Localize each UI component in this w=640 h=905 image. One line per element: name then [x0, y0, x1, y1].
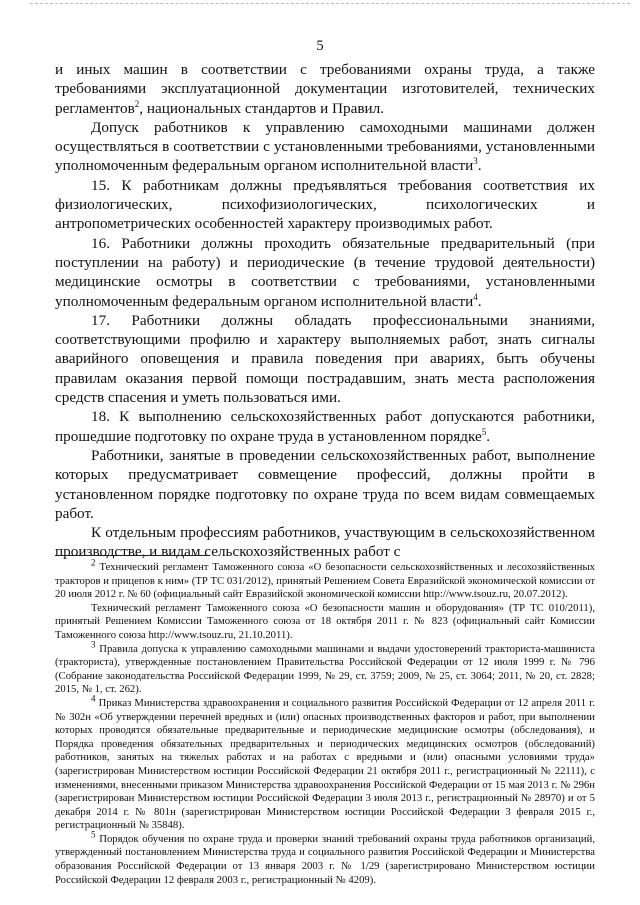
document-body — [55, 60, 595, 562]
footnote-ref-5[interactable]: 5 — [481, 426, 487, 437]
footnote-mark-4: 4 — [91, 693, 96, 704]
paragraph-17: 17. Работники должны обладать профессиональными знаниями, соответствующими профилю и характеру выполняемых работ, знать сигналы аварийного оповещения и правила поведения при авариях, быть обучены правилам оказания первой помощи пострадавшим, знать места расположения средств спасения и уметь пользоваться ими. — [55, 311, 595, 407]
footnotes — [55, 557, 595, 887]
paragraph-separate-professions: К отдельным профессиям работников, участвующим в сельскохозяйственном производстве, и видам сельскохозяйственных работ с — [55, 524, 595, 561]
footnote-mark-5: 5 — [91, 829, 96, 840]
paragraph-combined-professions: Работники, занятые в проведении сельскохозяйственных работ, выполнение которых предусматривает совмещение профессий, должны пройти в установленном порядке подготовку по охране труда по всем видам совмещаемых работ. — [55, 446, 595, 522]
footnote-3: $^3$ Правила допуска к управлению самоходными машинами и выдачи удостоверений тракториста-машиниста (тракториста), утвержденные постановлением Правительства Российской Федерации от 12 июля 1999 г. № 796 (Собрание законодательства Российской Федерации 1999, № 29, ст. 3759; 2009, № 25, ст. 3064; 2011, № 20, ст. 2828; 2015, № 1, ст. 262). — [55, 639, 595, 696]
paragraph-18: 18. К выполнению сельскохозяйственных работ допускаются работники, прошедшие подготовку по охране труда в установленном порядке$^5$. — [55, 408, 595, 445]
footnote-2-continued: Технический регламент Таможенного союза «О безопасности машин и оборудования» (ТР ТС 010/2011), принятый Решением Комиссии Таможенного союза от 18 октября 2011 г. № 823 (официальный сайт Комиссии Таможенного союза http://www.tsouz.ru, 21.10.2011). — [55, 601, 595, 641]
paragraph-machines-continued: и иных машин в соответствии с требованиями охраны труда, а также требованиями эксплуатационной документации изготовителей, технических регламентов$^2$, национальных стандартов и Правил. — [55, 61, 595, 117]
footnote-mark-2: 2 — [91, 557, 96, 568]
paragraph-15: 15. К работникам должны предъявляться требования соответствия их физиологических, психофизиологических, психологических и антропометрических особенностей характеру производимых работ. — [55, 176, 595, 233]
paragraph-admission: Допуск работников к управлению самоходными машинами должен осуществляться в соответствии с установленными требованиями, установленными уполномоченным федеральным органом исполнительной власти$^3$. — [55, 118, 595, 175]
scan-edge-line — [30, 3, 630, 5]
footnote-separator — [55, 555, 210, 556]
footnote-ref-2[interactable]: 2 — [134, 98, 140, 109]
footnote-ref-3[interactable]: 3 — [473, 156, 478, 167]
page-number: 5 — [316, 38, 324, 54]
footnote-4: $^4$ Приказ Министерства здравоохранения и социального развития Российской Федерации от 12 апреля 2011 г. № 302н «Об утверждении перечней вредных и (или) опасных производственных факторов и работ, при выполнении которых проводятся обязательные предварительные и периодические медицинские осмотры (обследования), и Порядка проведения обязательных предварительных и периодических медицинских осмотров (обследований) работников, занятых на тяжелых работах и на работах с вредными и (или) опасными условиями труда» (зарегистрирован Министерством юстиции Российской Федерации 21 октября 2011 г., регистрационный № 22111), с изменениями, внесенными приказом Министерства здравоохранения Российской Федерации от 15 мая 2013 г. № 296н (зарегистрирован Министерством юстиции Российской Федерации 3 июля 2013 г., регистрационный № 28970) и от 5 декабря 2014 г. № 801н (зарегистрирован Министерством юстиции Российской Федерации 3 февраля 2015 г., регистрационный № 35848). — [55, 693, 595, 832]
footnote-ref-4[interactable]: 4 — [473, 291, 478, 302]
footnote-2: $^2$ Технический регламент Таможенного союза «О безопасности сельскохозяйственных и лесохозяйственных тракторов и прицепов к ним» (ТР ТС 031/2012), принятый Решением Совета Евразийской экономической комиссии от 20 июля 2012 г. № 60 (официальный сайт Евразийской экономической комиссии http://www.tsouz.ru, 20.07.2012). — [55, 557, 595, 601]
footnote-5: $^5$ Порядок обучения по охране труда и проверки знаний требований охраны труда работников организаций, утвержденный постановлением Министерства труда и социального развития Российской Федерации и Министерства образования Российской Федерации от 13 января 2003 г. № 1/29 (зарегистрировано Министерством юстиции Российской Федерации 12 февраля 2003 г., регистрационный № 4209). — [55, 829, 595, 886]
footnote-mark-3: 3 — [91, 639, 96, 649]
paragraph-16: 16. Работники должны проходить обязательные предварительный (при поступлении на работу) и периодические (в течение трудовой деятельности) медицинские осмотры в соответствии с требованиями, установленными уполномоченным федеральным органом исполнительной власти$^4$. — [55, 234, 595, 310]
